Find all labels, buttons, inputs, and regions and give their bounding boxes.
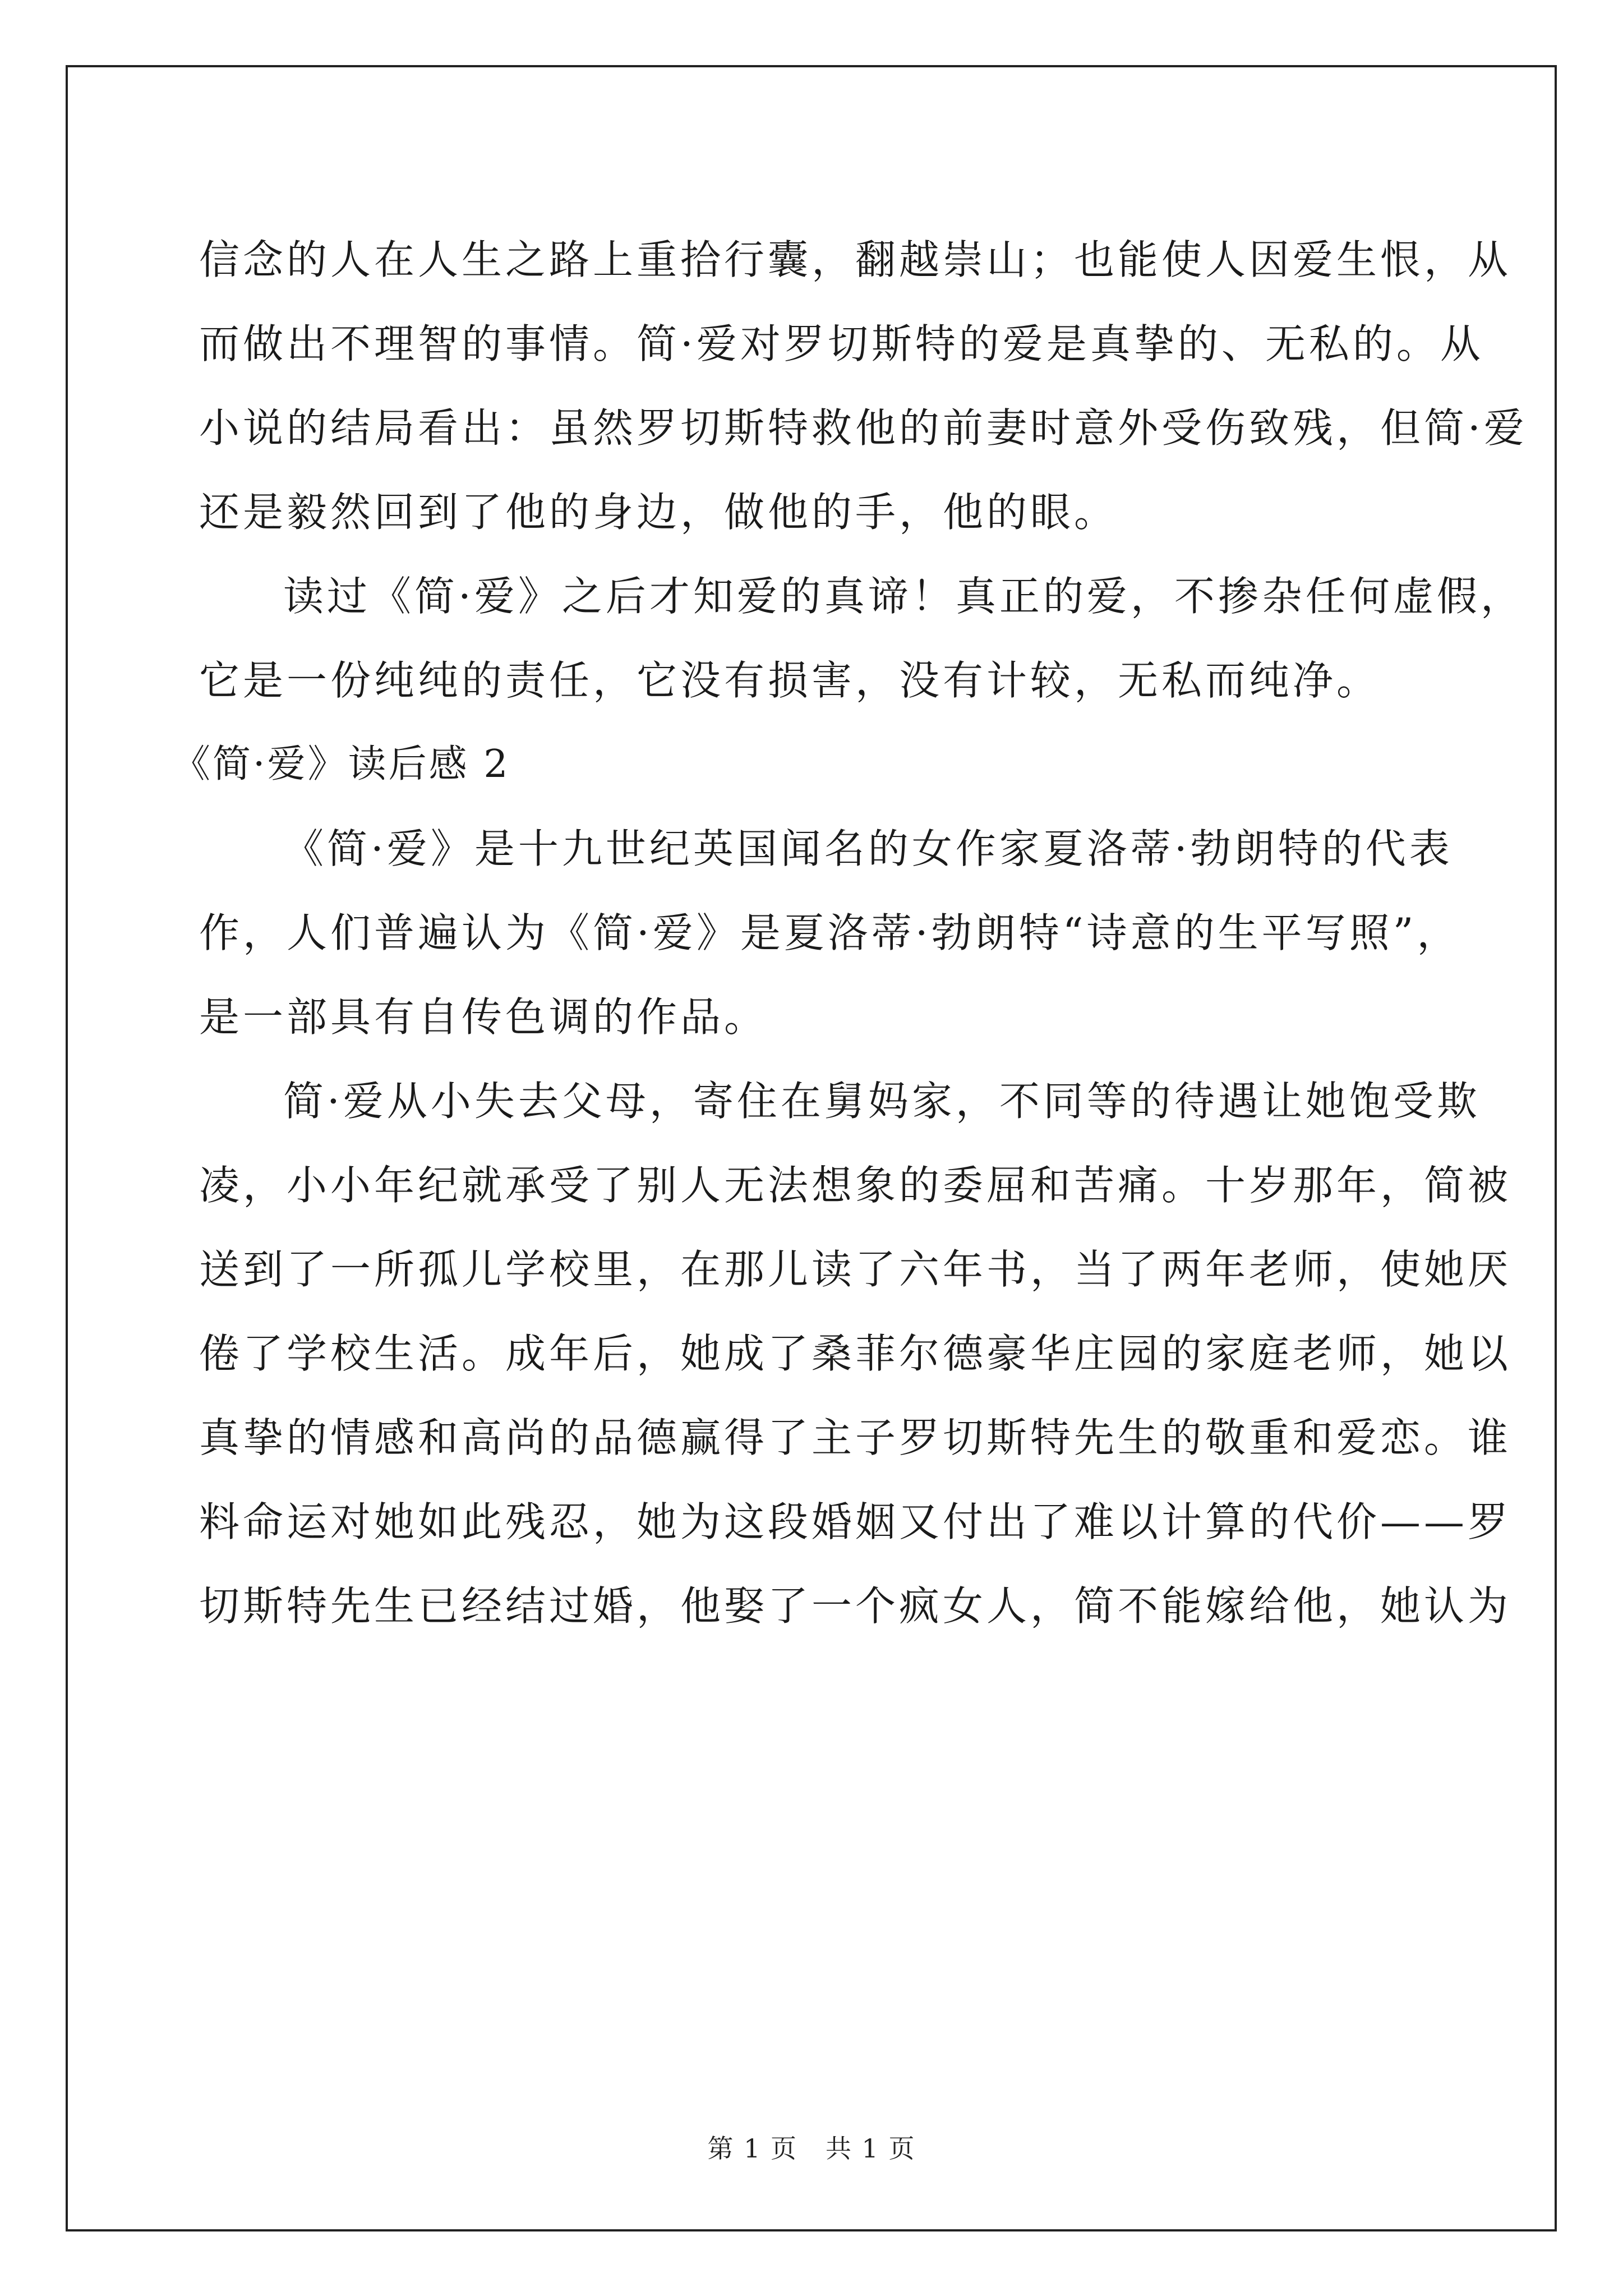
page-footer	[0, 2132, 1623, 2165]
text-line: 信念的人在人生之路上重拾行囊，翻越崇山；也能使人因爱生恨，从	[199, 236, 1512, 283]
text-line: 还是毅然回到了他的身边，做他的手，他的眼。	[199, 489, 1118, 536]
document-body	[172, 218, 1528, 1648]
text-line: 凌，小小年纪就承受了别人无法想象的委屈和苦痛。十岁那年，简被	[199, 1162, 1512, 1209]
paragraph-start-line: 简·爱从小失去父母，寄住在舅妈家，不同等的待遇让她饱受欺	[283, 1078, 1481, 1125]
page-total: 共 1 页	[825, 2133, 916, 2164]
text-line: 它是一份纯纯的责任，它没有损害，没有计较，无私而纯净。	[199, 657, 1381, 704]
text-line: 小说的结局看出：虽然罗切斯特救他的前妻时意外受伤致残，但简·爱	[199, 404, 1528, 452]
section-heading: 《简·爱》读后感 2	[172, 742, 510, 786]
page-number: 第 1 页	[707, 2133, 798, 2164]
paragraph-start-line: 《简·爱》是十九世纪英国闻名的女作家夏洛蒂·勃朗特的代表	[283, 825, 1453, 872]
paragraph-start-line: 读过《简·爱》之后才知爱的真谛！真正的爱，不掺杂任何虚假，	[283, 573, 1524, 620]
text-line: 真挚的情感和高尚的品德赢得了主子罗切斯特先生的敬重和爱恋。谁	[199, 1414, 1512, 1461]
text-line: 料命运对她如此残忍，她为这段婚姻又付出了难以计算的代价——罗	[199, 1498, 1512, 1545]
text-line: 倦了学校生活。成年后，她成了桑菲尔德豪华庄园的家庭老师，她以	[199, 1330, 1512, 1377]
text-line: 切斯特先生已经结过婚，他娶了一个疯女人，简不能嫁给他，她认为	[199, 1582, 1512, 1630]
text-line: 是一部具有自传色调的作品。	[199, 993, 768, 1041]
text-line: 而做出不理智的事情。简·爱对罗切斯特的爱是真挚的、无私的。从	[199, 320, 1484, 367]
text-line: 作，人们普遍认为《简·爱》是夏洛蒂·勃朗特“诗意的生平写照”，	[199, 909, 1461, 956]
text-line: 送到了一所孤儿学校里，在那儿读了六年书，当了两年老师，使她厌	[199, 1246, 1512, 1293]
